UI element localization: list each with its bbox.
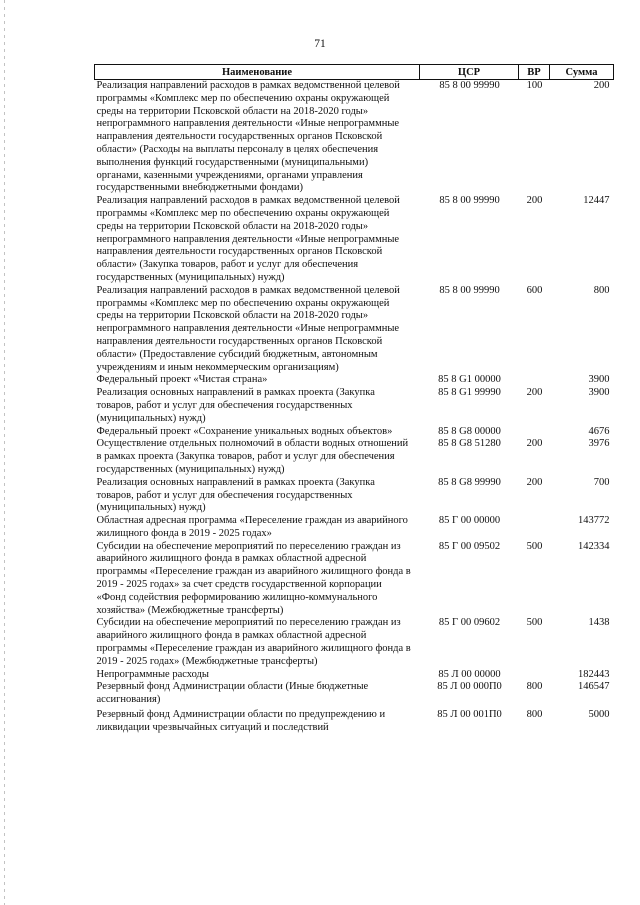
table-row: [95, 387, 614, 425]
row-csr: 85 Л 00 001П0: [437, 709, 502, 721]
row-csr: 85 Г 00 09502: [438, 540, 501, 552]
row-sum: 3976: [588, 438, 610, 450]
row-csr: 85 Л 00 00000: [438, 668, 501, 680]
row-sum: 143772: [578, 515, 610, 527]
row-sum: 4676: [588, 425, 610, 437]
table-row: [95, 80, 614, 196]
row-name: Реализация основных направлений в рамках проекта (Закупка товаров, работ и услуг для обеспечения государственных (муниципальных) нужд): [96, 387, 375, 424]
header-sum: Сумма: [550, 65, 614, 80]
row-csr: 85 8 00 99990: [439, 195, 500, 207]
row-sum: 200: [593, 80, 610, 91]
row-vr: 800: [526, 709, 543, 721]
row-name: Федеральный проект «Сохранение уникальных водных объектов»: [96, 425, 393, 437]
row-sum: 3900: [588, 374, 610, 386]
table-row: [95, 669, 614, 682]
row-csr: 85 Л 00 000П0: [437, 681, 502, 693]
row-vr: 100: [526, 80, 543, 91]
row-vr: 200: [526, 387, 543, 399]
row-vr: [519, 669, 550, 682]
row-name: Субсидии на обеспечение мероприятий по переселению граждан из аварийного жилищного фонда в рамках областной адресной программы «Переселение граждан из аварийного жилищного фонда в 2019 - 2025 годах» за счет средств государственной корпорации «Фонд содействия реформированию жилищно-коммунального хозяйства» (Межбюджетные трансферты): [96, 540, 411, 616]
scan-edge-artifact: [4, 0, 5, 905]
page-number: 71: [314, 38, 326, 50]
row-name: Непрограммные расходы: [96, 668, 209, 680]
table-header-row: [95, 65, 614, 80]
row-vr: 600: [526, 284, 543, 296]
row-name: Реализация направлений расходов в рамках ведомственной целевой программы «Комплекс мер по обеспечению охраны окружающей среды на территории Псковской области на 2018-2020 годы» непрограммного направления деятельности «Иные непрограммные направления деятельности государственных органов Псковской области» (Закупка товаров, работ и услуг для обеспечения государственных (муниципальных) нужд): [96, 195, 400, 283]
row-vr: 200: [526, 195, 543, 207]
row-name: Федеральный проект «Чистая страна»: [96, 374, 268, 386]
row-name: Реализация направлений расходов в рамках ведомственной целевой программы «Комплекс мер по обеспечению охраны окружающей среды на территории Псковской области на 2018-2020 годы» непрограммного направления деятельности «Иные непрограммные направления деятельности государственных органов Псковской области» (Расходы на выплаты персоналу в целях обеспечения выполнения функций государственными (муниципальными) органами, казенными учреждениями, органами управления государственными внебюджетными фондами): [96, 80, 400, 194]
table-row: [95, 617, 614, 668]
row-vr: [519, 515, 550, 541]
table-row: [95, 707, 614, 735]
header-name: Наименование: [95, 65, 420, 80]
table-row: [95, 477, 614, 515]
header-vr: ВР: [519, 65, 550, 80]
row-name: Областная адресная программа «Переселение граждан из аварийного жилищного фонда в 2019 - 2025 годах»: [96, 515, 408, 539]
row-csr: 85 Г 00 00000: [438, 515, 501, 527]
table-row: [95, 438, 614, 476]
row-vr: 800: [526, 681, 543, 693]
row-name: Осуществление отдельных полномочий в области водных отношений в рамках проекта (Закупка товаров, работ и услуг для обеспечения государственных (муниципальных) нужд): [96, 438, 409, 475]
row-name: Резервный фонд Администрации области по предупреждению и ликвидации чрезвычайных ситуаций и последствий: [96, 709, 386, 733]
row-name: Реализация основных направлений в рамках проекта (Закупка товаров, работ и услуг для обеспечения государственных (муниципальных) нужд): [96, 476, 375, 514]
row-sum: 12447: [583, 195, 610, 207]
table-row: [95, 195, 614, 285]
row-csr: 85 8 G8 99990: [438, 476, 501, 488]
row-name: Резервный фонд Администрации области (Иные бюджетные ассигнования): [96, 681, 369, 706]
row-csr: 85 Г 00 09602: [438, 617, 501, 629]
table-row: [95, 541, 614, 618]
row-vr: 200: [526, 476, 543, 488]
row-csr: 85 8 G8 51280: [438, 438, 501, 450]
row-csr: 85 8 G1 99990: [438, 387, 501, 399]
row-csr: 85 8 G8 00000: [438, 425, 501, 437]
header-csr: ЦСР: [420, 65, 519, 80]
row-sum: 5000: [588, 709, 610, 721]
row-sum: 146547: [578, 681, 610, 693]
row-sum: 700: [593, 476, 610, 488]
row-sum: 182443: [578, 668, 610, 680]
row-sum: 142334: [578, 540, 610, 552]
row-vr: [519, 374, 550, 387]
table-row: [95, 374, 614, 387]
row-csr: 85 8 00 99990: [439, 80, 500, 91]
row-vr: 500: [526, 540, 543, 552]
budget-table: [94, 64, 614, 735]
row-sum: 1438: [588, 617, 610, 629]
table-row: [95, 285, 614, 375]
row-sum: 3900: [588, 387, 610, 399]
row-name: Субсидии на обеспечение мероприятий по переселению граждан из аварийного жилищного фонда в рамках областной адресной программы «Переселение граждан из аварийного жилищного фонда в 2019 - 2025 годах» (Межбюджетные трансферты): [96, 617, 411, 667]
table-row: [95, 681, 614, 707]
row-sum: 800: [593, 284, 610, 296]
row-csr: 85 8 G1 00000: [438, 374, 501, 386]
table-row: [95, 426, 614, 439]
row-vr: 200: [526, 438, 543, 450]
table-row: [95, 515, 614, 541]
row-name: Реализация направлений расходов в рамках ведомственной целевой программы «Комплекс мер по обеспечению охраны окружающей среды на территории Псковской области на 2018-2020 годы» непрограммного направления деятельности «Иные непрограммные направления деятельности государственных органов Псковской области» (Предоставление субсидий бюджетным, автономным учреждениям и иным некоммерческим организациям): [96, 284, 400, 373]
row-csr: 85 8 00 99990: [439, 284, 500, 296]
row-vr: [519, 426, 550, 439]
row-vr: 500: [526, 617, 543, 629]
